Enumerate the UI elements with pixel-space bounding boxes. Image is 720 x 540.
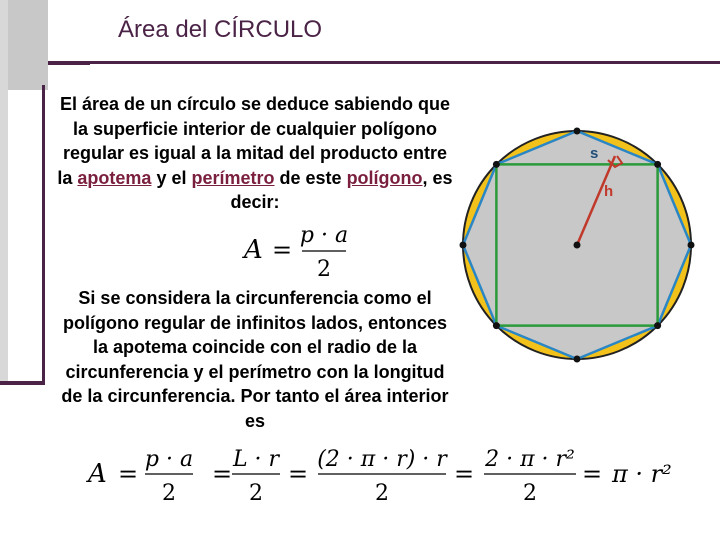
- circle-polygon-diagram: [455, 120, 705, 370]
- vertex-dot: [574, 356, 581, 363]
- label-s: s: [590, 145, 599, 162]
- formula2-equals-2: =: [212, 460, 233, 488]
- decor-vertical-line: [42, 85, 45, 385]
- label-h: h: [604, 183, 614, 200]
- formula2-result: π · r²: [612, 460, 672, 488]
- decor-left-strip: [0, 0, 8, 385]
- paragraph-conclusion: Si se considera la circunferencia como el polígono regular de infinitos lados, entonces la apotema coincide con el radio de la circunferencia y el perímetro con la longitud de la circunferencia. Por tanto el área interior es: [61, 288, 449, 431]
- formula2-f2-numerator: L · r: [232, 447, 280, 472]
- formula2-equals-4: =: [454, 460, 475, 488]
- vertex-dot: [460, 242, 467, 249]
- paragraph-intro: [55, 92, 455, 215]
- link-apotema[interactable]: apotema: [77, 167, 152, 188]
- formula2-f1-numerator: p · a: [144, 447, 194, 472]
- vertex-dot: [654, 322, 661, 329]
- paragraph-intro-part2: y el: [151, 167, 192, 188]
- vertex-dot: [688, 242, 695, 249]
- formula1-lhs: A: [244, 235, 263, 265]
- paragraph-intro-part3: de este: [274, 167, 347, 188]
- decor-horizontal-line-top: [48, 61, 90, 65]
- formula-area-polygon: [238, 220, 368, 280]
- link-perimetro[interactable]: perímetro: [191, 167, 275, 188]
- slide-title: Área del CÍRCULO: [118, 16, 323, 43]
- paragraph-intro-part4: , es decir:: [230, 167, 453, 212]
- formula2-f3-numerator: (2 · π · r) · r: [317, 447, 447, 472]
- formula2-equals-3: =: [288, 460, 309, 488]
- vertex-dot: [493, 322, 500, 329]
- formula2-f3-denominator: 2: [375, 481, 389, 506]
- formula2-equals-1: =: [118, 460, 139, 488]
- decor-horizontal-line-bottom: [0, 381, 42, 385]
- link-poligono[interactable]: polígono: [346, 167, 423, 188]
- title-underline: [90, 61, 720, 64]
- formula2-f2-denominator: 2: [249, 481, 263, 506]
- formula2-f1-denominator: 2: [162, 481, 176, 506]
- center-dot: [574, 242, 581, 249]
- vertex-dot: [493, 161, 500, 168]
- formula2-lhs: A: [88, 459, 107, 489]
- formula2-equals-5: =: [582, 460, 603, 488]
- formula1-equals: =: [272, 236, 293, 264]
- vertex-dot: [574, 128, 581, 135]
- paragraph-intro-part1: El área de un círculo se deduce sabiendo que la superficie interior de cualquier polígono regular es igual a la mitad del producto entre la: [57, 94, 451, 188]
- formula-area-circle: [82, 438, 682, 508]
- formula1-denominator: 2: [317, 257, 331, 280]
- formula2-f4-numerator: 2 · π · r²: [485, 447, 575, 472]
- formula2-f4-denominator: 2: [523, 481, 537, 506]
- vertex-dot: [654, 161, 661, 168]
- formula1-numerator: p · a: [299, 223, 349, 248]
